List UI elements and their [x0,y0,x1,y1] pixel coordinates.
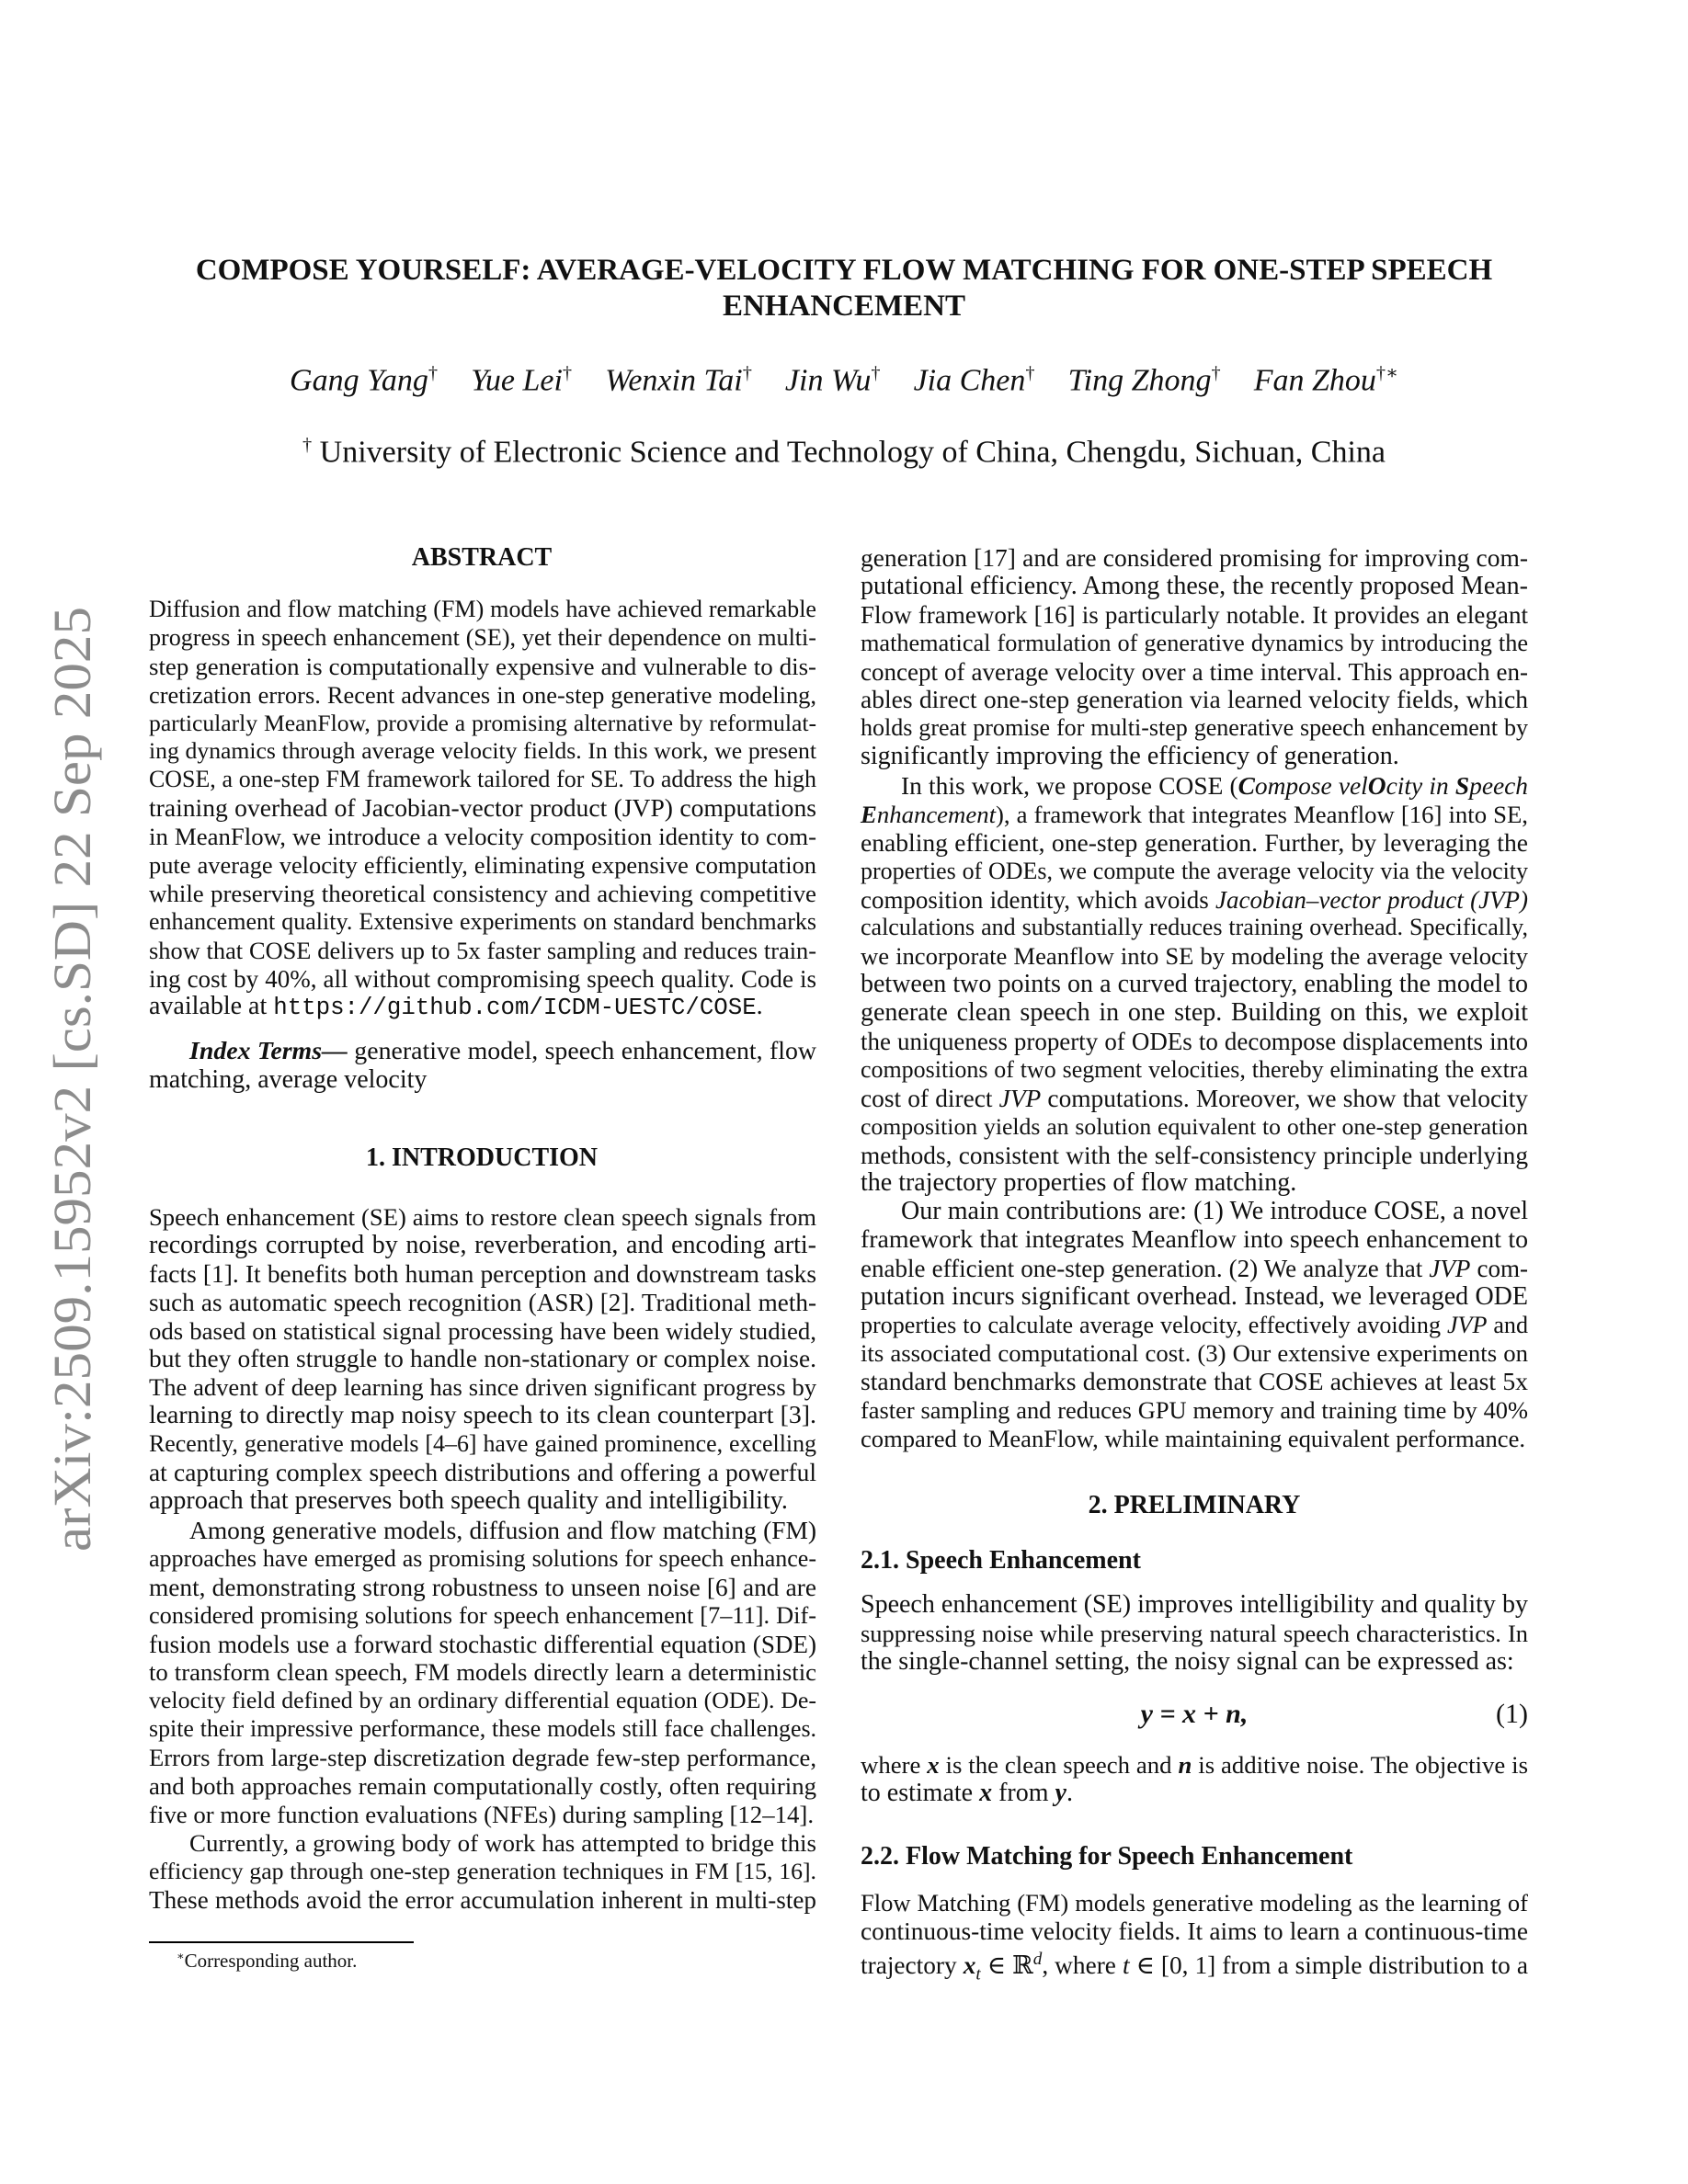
text-line: efficiency gap through one-step generation techniques in FM [15, 16]. [149,1857,816,1884]
text-line: approach that preserves both speech quality and intelligibility. [149,1485,788,1515]
text-segment: is the clean speech and [939,1751,1179,1779]
text-line: particularly MeanFlow, provide a promising alternative by reformulat- [149,709,816,736]
text-line: standard benchmarks demonstrate that COSE achieves at least 5x [861,1367,1528,1396]
text-line: concept of average velocity over a time interval. This approach en- [861,657,1528,686]
arxiv-identifier-stamp: arXiv:2509.15952v2 [cs.SD] 22 Sep 2025 [42,607,102,1552]
author-name-text: Wenxin Tai [605,363,743,398]
intro-paragraph-4 [861,772,1528,1198]
text-segment: n [1178,1751,1192,1779]
author-affiliation-mark: † [1211,363,1221,383]
author-affiliation-mark: †∗ [1375,363,1398,383]
affiliation [0,435,1688,470]
text-line: generate clean speech in one step. Building on this, we exploit [861,998,1528,1028]
text-line: Speech enhancement (SE) improves intelligibility and quality by [861,1590,1528,1619]
text-segment: ∈ [0, 1] from a simple distribution to a [1129,1951,1529,1979]
text-segment: properties to calculate average velocity, effectively avoiding [861,1311,1447,1338]
index-terms [149,1038,816,1095]
text-segment: to estimate [861,1778,980,1807]
footnote-mark: ∗ [177,1950,185,1962]
text-line: compositions of two segment velocities, thereby eliminating the extra [861,1055,1528,1083]
text-line: The advent of deep learning has since driven significant progress by [149,1373,816,1402]
text-segment: Index Terms— [189,1037,355,1065]
text-segment: JVP [998,1084,1042,1112]
contributions-paragraph [861,1198,1528,1453]
text-segment: x [927,1751,940,1779]
author-name-text: Ting Zhong [1067,363,1212,398]
text-line: fusion models use a forward stochastic differential equation (SDE) [149,1630,816,1658]
code-link[interactable]: https://github.com/ICDM-UESTC/COSE [273,995,757,1022]
text-segment: x [979,1778,993,1807]
text-line: properties of ODEs, we compute the average velocity via the velocity [861,857,1528,884]
text-segment: computations. Moreover, we show that velocity [1041,1084,1528,1112]
equation-1 [861,1699,1528,1732]
text-line: its associated computational cost. (3) Our extensive experiments on [861,1339,1528,1368]
intro-paragraph-1 [149,1203,816,1516]
equation-explanation [861,1751,1528,1808]
text-line: velocity field defined by an ordinary differential equation (ODE). De- [149,1687,816,1714]
author-name [1068,363,1221,398]
author-name [290,363,438,398]
text-line: ment, demonstrating strong robustness to unseen noise [6] and are [149,1573,816,1601]
text-line: step generation is computationally expensive and vulnerable to dis- [149,652,816,680]
text-line: holds great promise for multi-step generative speech enhancement by [861,714,1528,742]
text-segment: O [1367,772,1386,800]
text-line: five or more function evaluations (NFEs) during sampling [12–14]. [149,1800,815,1828]
text-line: such as automatic speech recognition (ASR) [2]. Traditional meth- [149,1288,816,1316]
affiliation-text: University of Electronic Science and Technology of China, Chengdu, Sichuan, China [312,435,1386,470]
author-name-text: Jin Wu [784,363,872,398]
text-line: spite their impressive performance, these models still face challenges. [149,1715,816,1743]
text-line [861,772,1528,801]
speech-enhancement-paragraph [861,1591,1528,1677]
text-segment: cost of direct [861,1084,999,1112]
text-segment: trajectory [861,1951,964,1979]
text-segment: nhancement [876,800,997,828]
text-segment: S [1454,772,1470,800]
text-line: cretization errors. Recent advances in one-step generative modeling, [149,680,816,709]
text-line [861,1780,1528,1808]
text-segment: C [1237,772,1255,800]
text-segment: t [975,1964,981,1985]
author-affiliation-mark: † [428,363,439,383]
intro-paragraph-2 [149,1517,816,1829]
affiliation-mark: † [302,435,313,455]
footnote-divider [149,1941,414,1943]
text-segment: ), a framework that integrates Meanflow [16] into SE, [996,800,1528,828]
author-name [605,363,752,398]
author-name-text: Gang Yang [290,363,428,398]
text-line: Errors from large-step discretization degrade few-step performance, [149,1744,816,1772]
text-segment: JVP [1429,1254,1471,1282]
author-affiliation-mark: † [871,363,881,383]
text-segment: t [1122,1951,1130,1979]
text-segment: com- [1470,1254,1528,1282]
text-line: between two points on a curved trajectory, enabling the model to [861,970,1528,999]
text-line: suppressing noise while preserving natural speech characteristics. In [861,1619,1528,1647]
text-line [861,1751,1528,1780]
introduction-heading: 1. INTRODUCTION [365,1143,599,1172]
text-line: Recently, generative models [4–6] have gained prominence, excelling [149,1430,816,1458]
text-line: enhancement quality. Extensive experiments on standard benchmarks [149,907,816,935]
text-line: faster sampling and reduces GPU memory and training time by 40% [861,1396,1528,1425]
text-line: ods based on statistical signal processing have been widely studied, [149,1316,816,1345]
text-segment: d [1032,1949,1043,1969]
text-line: in MeanFlow, we introduce a velocity composition identity to com- [149,823,816,851]
text-segment: y [1055,1778,1066,1807]
paper-title-line-2: ENHANCEMENT [722,290,966,323]
text-segment: is additive noise. The objective is [1192,1751,1528,1779]
text-line: Currently, a growing body of work has attempted to bridge this [189,1829,816,1857]
text-segment: ∈ ℝ [980,1951,1033,1979]
text-segment: JVP [1446,1311,1488,1338]
author-affiliation-mark: † [1025,363,1035,383]
text-line: ing cost by 40%, all without compromising speech quality. Code is [149,964,816,993]
text-segment: Jacobian–vector product (JVP) [1215,885,1528,914]
text-line [861,1946,1529,1985]
text-line: show that COSE delivers up to 5x faster sampling and reduces train- [149,936,816,964]
author-name-text: Yue Lei [471,363,563,398]
text-line: the uniqueness property of ODEs to decompose displacements into [861,1028,1528,1056]
text-line: enabling efficient, one-step generation. Further, by leveraging the [861,827,1528,857]
text-line: composition yields an solution equivalent to other one-step generation [861,1112,1528,1140]
text-segment: enable efficient one-step generation. (2) We analyze that [861,1254,1430,1282]
equation-number: (1) [1496,1699,1528,1729]
text-line [861,1255,1528,1283]
text-line: and both approaches remain computationally costly, often requiring [149,1772,816,1801]
section-2-2-heading: 2.2. Flow Matching for Speech Enhancement [861,1842,1353,1871]
author-name [471,363,572,398]
author-name-text: Jia Chen [913,363,1026,398]
text-segment: . [756,992,763,1021]
text-line [149,1038,816,1066]
text-segment: composition identity, which avoids [861,885,1216,914]
text-line: Speech enhancement (SE) aims to restore clean speech signals from [149,1203,816,1231]
text-line [861,801,1528,829]
text-segment: x [963,1951,976,1979]
text-segment: peech [1469,772,1529,800]
text-line: recordings corrupted by noise, reverberation, and encoding arti- [149,1230,816,1259]
author-name [1254,361,1398,398]
text-line: COSE, a one-step FM framework tailored for SE. To address the high [149,766,816,793]
text-line: ables direct one-step generation via learned velocity fields, which [861,685,1528,714]
text-line: the single-channel setting, the noisy signal can be expressed as: [861,1646,1514,1676]
text-line: significantly improving the efficiency of generation. [861,742,1399,771]
text-line: mathematical formulation of generative dynamics by introducing the [861,629,1528,656]
text-line: Our main contributions are: (1) We introduce COSE, a novel [901,1197,1528,1225]
text-line [861,886,1528,915]
text-line: the trajectory properties of flow matching. [861,1168,1297,1198]
text-line: continuous-time velocity fields. It aims to learn a continuous-time [861,1917,1528,1945]
text-line: we incorporate Meanflow into SE by modeling the average velocity [861,942,1528,971]
text-segment: from [992,1778,1055,1807]
text-line: pute average velocity efficiently, eliminating expensive computation [149,851,816,880]
abstract-heading: ABSTRACT [411,543,553,572]
author-list [0,361,1688,398]
text-line: compared to MeanFlow, while maintaining equivalent performance. [861,1425,1526,1453]
text-segment: In this work, we propose COSE ( [901,772,1238,800]
section-2-1-heading: 2.1. Speech Enhancement [861,1546,1141,1575]
intro-paragraph-3 [149,1829,816,1915]
text-line [861,1085,1528,1113]
text-line: considered promising solutions for speech enhancement [7–11]. Dif- [149,1601,816,1629]
text-line: approaches have emerged as promising solutions for speech enhance- [149,1544,816,1572]
author-name-text: Fan Zhou [1253,363,1376,398]
text-segment: generative model, speech enhancement, flow [354,1037,816,1065]
text-line: Flow Matching (FM) models generative modeling as the learning of [861,1889,1528,1917]
text-line: learning to directly map noisy speech to its clean counterpart [3]. [149,1401,816,1430]
text-segment: ompose vel [1254,772,1368,800]
text-line: generation [17] and are considered promising for improving com- [861,544,1528,572]
text-line: while preserving theoretical consistency and achieving competitive [149,879,816,907]
flow-matching-paragraph [861,1889,1529,1985]
text-line: putation incurs significant overhead. Instead, we leveraged ODE [861,1281,1528,1311]
text-line: putational efficiency. Among these, the recently proposed Mean- [861,571,1528,600]
author-affiliation-mark: † [562,363,573,383]
footnote [177,1949,357,1973]
text-line [861,1312,1528,1340]
text-line [149,993,816,1021]
text-line: These methods avoid the error accumulation inherent in multi-step [149,1885,816,1914]
author-affiliation-mark: † [742,363,752,383]
author-name [914,363,1035,398]
text-line: methods, consistent with the self-consistency principle underlying [861,1141,1528,1169]
intro-paragraph-3-continued [861,544,1528,771]
text-line: facts [1]. It benefits both human perception and downstream tasks [149,1259,816,1288]
author-name [785,363,881,398]
text-line: calculations and substantially reduces training overhead. Specifically, [861,914,1528,941]
text-line: Flow framework [16] is particularly notable. It provides an elegant [861,600,1528,629]
paper-title-line-1: COMPOSE YOURSELF: AVERAGE-VELOCITY FLOW MATCHING FOR ONE-STEP SPEECH [195,254,1493,287]
text-line: matching, average velocity [149,1064,428,1094]
text-line: Among generative models, diffusion and flow matching (FM) [189,1517,816,1544]
text-line: training overhead of Jacobian-vector product (JVP) computations [149,793,816,823]
footnote-text: Corresponding author. [184,1950,358,1972]
text-line: framework that integrates Meanflow into speech enhancement to [861,1224,1528,1254]
text-line: to transform clean speech, FM models directly learn a deterministic [149,1658,816,1687]
text-line: ing dynamics through average velocity fields. In this work, we present [149,737,816,765]
text-segment: E [861,800,877,828]
text-segment: , where [1042,1951,1123,1979]
text-line: but they often struggle to handle non-stationary or complex noise. [149,1345,816,1373]
preliminary-heading: 2. PRELIMINARY [1088,1491,1301,1519]
text-line: progress in speech enhancement (SE), yet their dependence on multi- [149,623,816,651]
text-segment: . [1066,1778,1073,1807]
text-segment: where [861,1751,928,1779]
abstract-text [149,596,816,1021]
text-segment: and [1487,1311,1528,1338]
text-line: Diffusion and flow matching (FM) models have achieved remarkable [149,596,816,622]
text-line: at capturing complex speech distributions and offering a powerful [149,1459,816,1487]
text-segment: city in [1386,772,1455,800]
text-segment: available at [149,992,274,1021]
equation-body: y = x + n, [1140,1699,1249,1729]
